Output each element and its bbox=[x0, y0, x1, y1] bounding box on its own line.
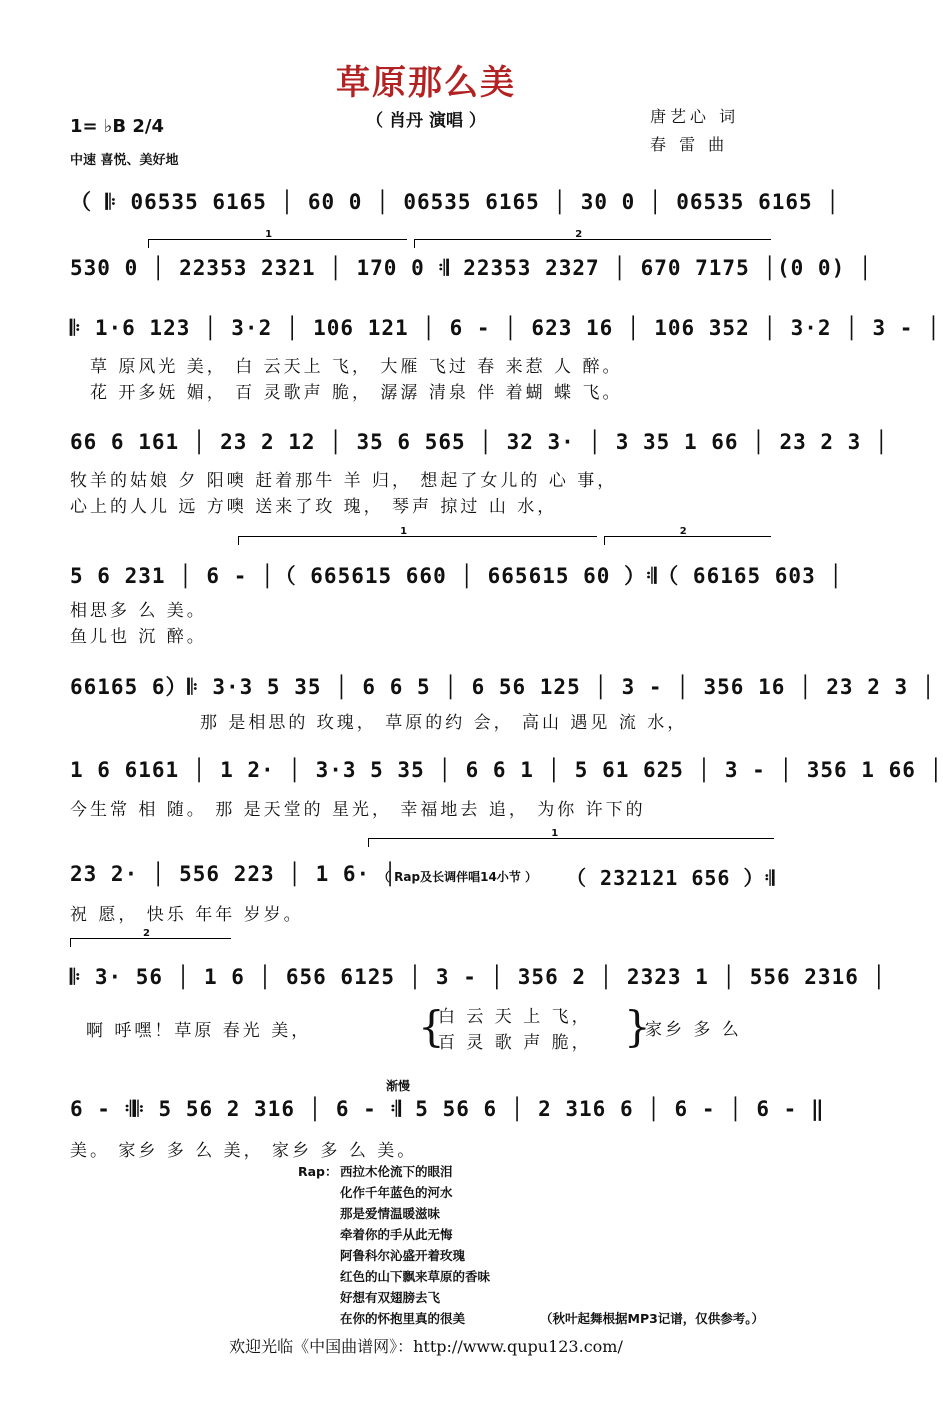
lyric-line: 美。 家乡 多 么 美， 家乡 多 么 美。 bbox=[70, 1141, 418, 1161]
brace: } bbox=[624, 1002, 651, 1051]
rap-line: 阿鲁科尔沁盛开着玫瑰 bbox=[340, 1248, 466, 1263]
slow-marking: 渐慢 bbox=[386, 1079, 411, 1093]
volta-bracket: 1 bbox=[148, 239, 407, 248]
brace-tail: 家乡 多 么 bbox=[645, 1020, 742, 1040]
rap-line: 好想有双翅膀去飞 bbox=[340, 1290, 441, 1305]
song-title: 草原那么美 bbox=[336, 63, 516, 103]
lyric-line: 那 是相思的 玫瑰， 草原的约 会， 高山 遇见 流 水， bbox=[200, 713, 688, 733]
lyric-line: 花 开多妩 媚， 百 灵歌声 脆， 潺潺 清泉 伴 着蝴 蝶 飞。 bbox=[90, 383, 623, 403]
rap-line: 牵着你的手从此无悔 bbox=[340, 1227, 453, 1242]
transcriber-note: （秋叶起舞根据MP3记谱，仅供参考。） bbox=[540, 1311, 765, 1326]
volta-bracket: 1 bbox=[238, 536, 597, 545]
brace-lyric: 白 云 天 上 飞， bbox=[438, 1007, 592, 1027]
lyric-line: 啊 呼嘿！草原 春光 美， bbox=[86, 1021, 312, 1041]
lyric-line: 鱼儿也 沉 醉。 bbox=[70, 627, 207, 647]
rap-line: 在你的怀抱里真的很美 bbox=[340, 1311, 466, 1326]
notation-row: 66165 6）𝄆 3·3 5 35 │ 6 6 5 │ 6 56 125 │ 3 - │ 356 16 │ 23 2 3 │ bbox=[70, 675, 936, 699]
notation-row: 𝄆 3· 56 │ 1 6 │ 656 6125 │ 3 - │ 356 2 │ 2323 1 │ 556 2316 │ bbox=[70, 965, 887, 989]
lyric-line: 相思多 么 美。 bbox=[70, 601, 207, 621]
rap-line: 红色的山下飘来草原的香味 bbox=[340, 1269, 491, 1284]
rap-line: 西拉木伦流下的眼泪 bbox=[340, 1164, 453, 1179]
notation-row: （ 𝄆 06535 6165 │ 60 0 │ 06535 6165 │ 30 0 │ 06535 6165 │ bbox=[70, 190, 840, 214]
notation-row: 1 6 6161 │ 1 2· │ 3·3 5 35 │ 6 6 1 │ 5 61 625 │ 3 - │ 356 1 66 │ bbox=[70, 758, 943, 782]
volta-bracket: 2 bbox=[414, 239, 771, 248]
tempo-marking: 中速 喜悦、美好地 bbox=[70, 153, 179, 168]
notation-row: 530 0 │ 22353 2321 │ 170 0 𝄇 22353 2327 │ 670 7175 │(0 0) │ bbox=[70, 256, 873, 280]
rap-label: Rap： bbox=[298, 1164, 338, 1179]
volta-bracket: 2 bbox=[70, 938, 231, 947]
lyricist-credit: 唐艺心 词 bbox=[650, 107, 740, 126]
lyric-line: 祝 愿， 快乐 年年 岁岁。 bbox=[70, 905, 304, 925]
singer-line: （ 肖丹 演唱 ） bbox=[366, 111, 486, 131]
footer-text: 欢迎光临《中国曲谱网》：http://www.qupu123.com/ bbox=[229, 1337, 623, 1356]
lyric-line: 心上的人儿 远 方噢 送来了玫 瑰， 琴声 掠过 山 水， bbox=[70, 497, 558, 517]
notation-row: 6 - 𝄇𝄆 5 56 2 316 │ 6 - 𝄇 5 56 6 │ 2 316 6 │ 6 - │ 6 - ‖ bbox=[70, 1097, 825, 1121]
lyric-line: 牧羊的姑娘 夕 阳噢 赶着那牛 羊 归， 想起了女儿的 心 事， bbox=[70, 471, 618, 491]
brace-lyric: 百 灵 歌 声 脆， bbox=[438, 1033, 592, 1053]
notation-row: 𝄆 1·6 123 │ 3·2 │ 106 121 │ 6 - │ 623 16 │ 106 352 │ 3·2 │ 3 - │ bbox=[70, 316, 941, 340]
notation-row: 23 2· │ 556 223 │ 1 6· │ bbox=[70, 862, 398, 886]
rap-line: 化作千年蓝色的河水 bbox=[340, 1185, 453, 1200]
notation-row: 5 6 231 │ 6 - │（ 665615 660 │ 665615 60 ）𝄇（ 66165 603 │ bbox=[70, 564, 844, 588]
interlude-notes: （ 232121 656 ）𝄇 bbox=[566, 866, 776, 890]
notation-row: 66 6 161 │ 23 2 12 │ 35 6 565 │ 32 3· │ 3 35 1 66 │ 23 2 3 │ bbox=[70, 430, 889, 454]
key-signature: 1= ♭B 2/4 bbox=[70, 116, 164, 137]
brace: { bbox=[418, 1002, 445, 1051]
composer-credit: 春 雷 曲 bbox=[650, 135, 729, 154]
lyric-line: 今生常 相 随。 那 是天堂的 星光， 幸福地去 追， 为你 许下的 bbox=[70, 800, 646, 820]
lyric-line: 草 原风光 美， 白 云天上 飞， 大雁 飞过 春 来惹 人 醉。 bbox=[90, 357, 623, 377]
rap-line: 那是爱情温暖滋味 bbox=[340, 1206, 441, 1221]
volta-bracket: 2 bbox=[604, 536, 771, 545]
volta-bracket: 1 bbox=[368, 838, 774, 847]
rap-box-label: （ Rap及长调伴唱14小节 ） bbox=[378, 870, 537, 884]
